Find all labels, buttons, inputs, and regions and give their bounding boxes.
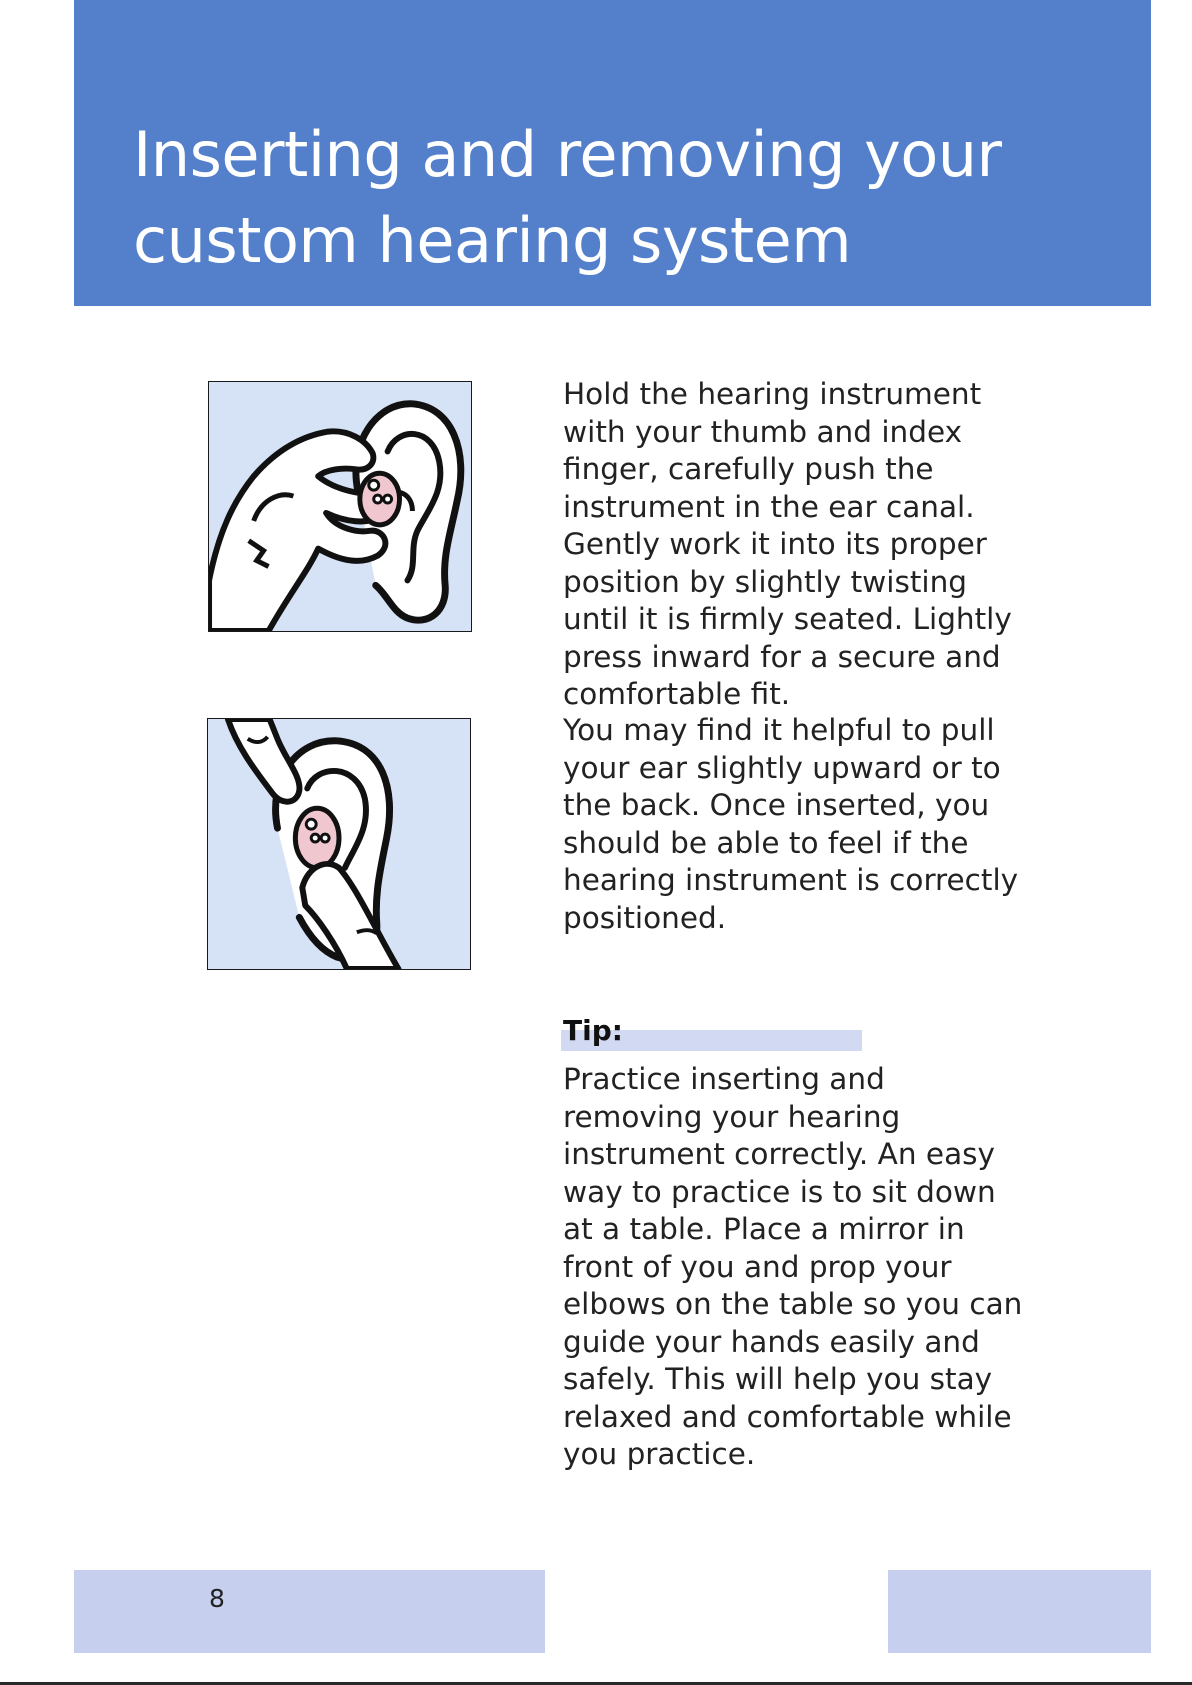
page-number: 8 [209,1584,225,1613]
page-title-line-2: custom hearing system [133,204,852,277]
finger-pressing-hearing-instrument-icon [208,719,470,969]
footer-band-left [74,1570,545,1653]
pull-ear-paragraph: You may find it helpful to pull your ear slightly upward or to the back. Once inserted, you should be able to feel if the hearing instrument is correctly positioned. [563,713,1019,935]
hand-inserting-hearing-instrument-icon [209,382,471,631]
tip-paragraph: Practice inserting and removing your hearing instrument correctly. An easy way to practice is to sit down at a table. Place a mirror in front of you and prop your elbows on the table so you can guide your hands easily and safely. This will help you stay relaxed and comfortable while you practice. [563,1062,1023,1471]
insert-instructions-paragraph: Hold the hearing instrument with your thumb and index finger, carefully push the instrument in the ear canal. Gently work it into its proper position by slightly twisting until it is firmly seated. Lightly press inward for a secure and comfortable fit. [563,377,1012,711]
tip-label: Tip: [563,1014,623,1047]
page-title [133,112,1002,284]
page-title-line-1: Inserting and removing your [133,118,1002,191]
figure-press-instrument [207,718,471,970]
footer-band-right [888,1570,1151,1653]
figure-insert-instrument [208,381,472,632]
